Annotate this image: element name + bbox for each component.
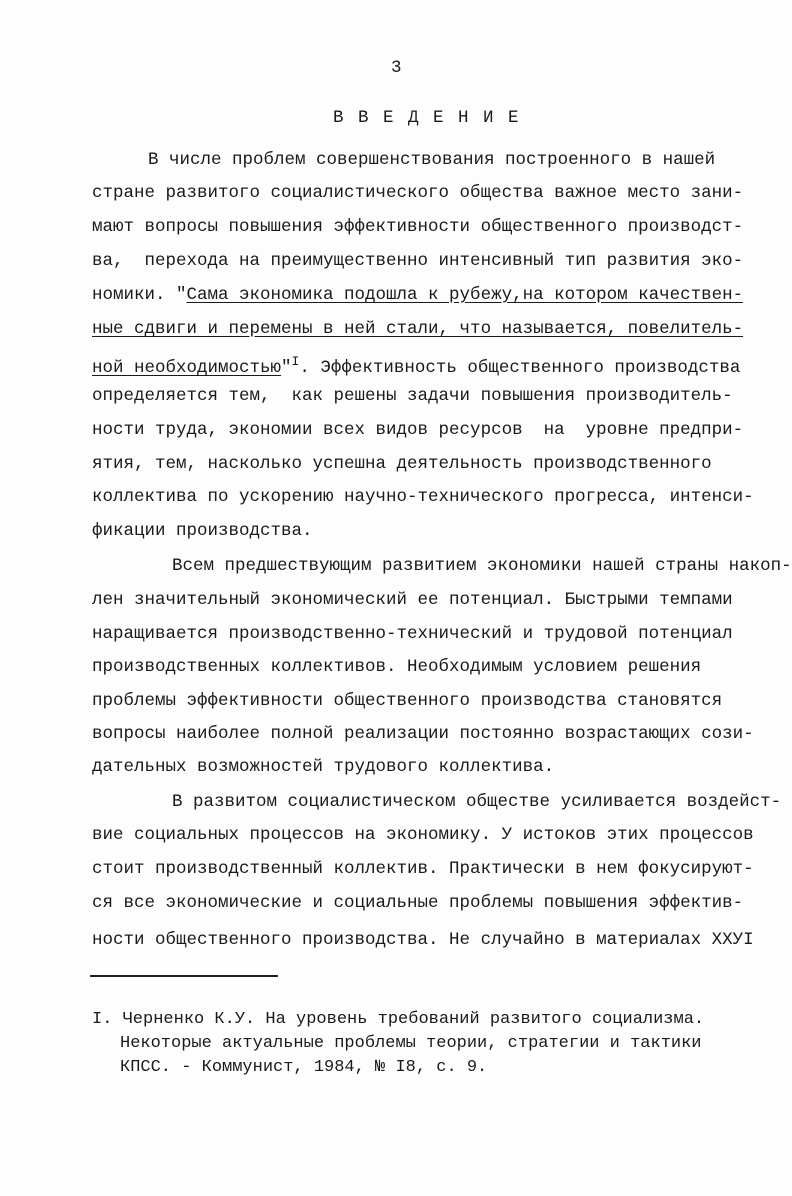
quotation-underlined: ной необходимостью (92, 358, 282, 378)
text-line: дательных возможностей трудового коллектива. (92, 757, 555, 777)
text-line: производственных коллективов. Необходимым условием решения (92, 657, 702, 677)
text-line: Всем предшествующим развитием экономики нашей страны накоп- (172, 556, 792, 576)
text-line: вие социальных процессов на экономику. У истоков этих процессов (92, 825, 754, 845)
text-line: вопросы наиболее полной реализации постоянно возрастающих сози- (92, 724, 754, 744)
text-line: ва, перехода на преимущественно интенсивный тип развития эко- (92, 251, 744, 271)
footnote-divider (90, 975, 278, 977)
text-line: ятия, тем, насколько успешна деятельность производственного (92, 454, 712, 474)
text-line (92, 351, 740, 379)
text-line: проблемы эффективности общественного производства становятся (92, 691, 723, 711)
text-line (92, 318, 743, 340)
text: номики. " (92, 285, 187, 305)
quotation-underlined: Сама экономика подошла к рубежу,на котором качествен- (186, 285, 744, 305)
footnote-ref: I (291, 354, 300, 369)
text-line (92, 284, 743, 306)
quotation-underlined: ные сдвиги и перемены в ней стали, что называется, повелитель- (92, 319, 744, 339)
text-line: мают вопросы повышения эффективности общественного производст- (92, 217, 744, 237)
text-line: стоит производственный коллектив. Практически в нем фокусируют- (92, 859, 754, 879)
text-line: наращивается производственно-технический и трудовой потенциал (92, 624, 733, 644)
text-line: коллектива по ускорению научно-технического прогресса, интенси- (92, 487, 754, 507)
footnote-line: I. Черненко К.У. На уровень требований развитого социализма. (92, 1010, 705, 1029)
text-line: В развитом социалистическом обществе усиливается воздейст- (172, 792, 782, 812)
text-line: фикации производства. (92, 521, 313, 541)
text-line: ся все экономические и социальные проблемы повышения эффектив- (92, 893, 744, 913)
text-line: определяется тем, как решены задачи повышения производитель- (92, 386, 733, 406)
text-line: ности общественного производства. Не случайно в материалах XXУI (92, 930, 754, 950)
page-number: 3 (391, 58, 402, 78)
footnote-line: Некоторые актуальные проблемы теории, стратегии и тактики (120, 1034, 702, 1053)
text: " (281, 358, 292, 378)
text-line: ности труда, экономии всех видов ресурсов на уровне предпри- (92, 420, 744, 440)
text-line: лен значительный экономический ее потенциал. Быстрыми темпами (92, 590, 733, 610)
footnote-line: КПСС. - Коммунист, 1984, № I8, с. 9. (120, 1058, 488, 1077)
text-line: стране развитого социалистического общества важное место зани- (92, 183, 744, 203)
text: . Эффективность общественного производства (299, 358, 741, 378)
section-heading: В В Е Д Е Н И Е (333, 108, 521, 128)
text-line: В числе проблем совершенствования построенного в нашей (148, 150, 716, 170)
